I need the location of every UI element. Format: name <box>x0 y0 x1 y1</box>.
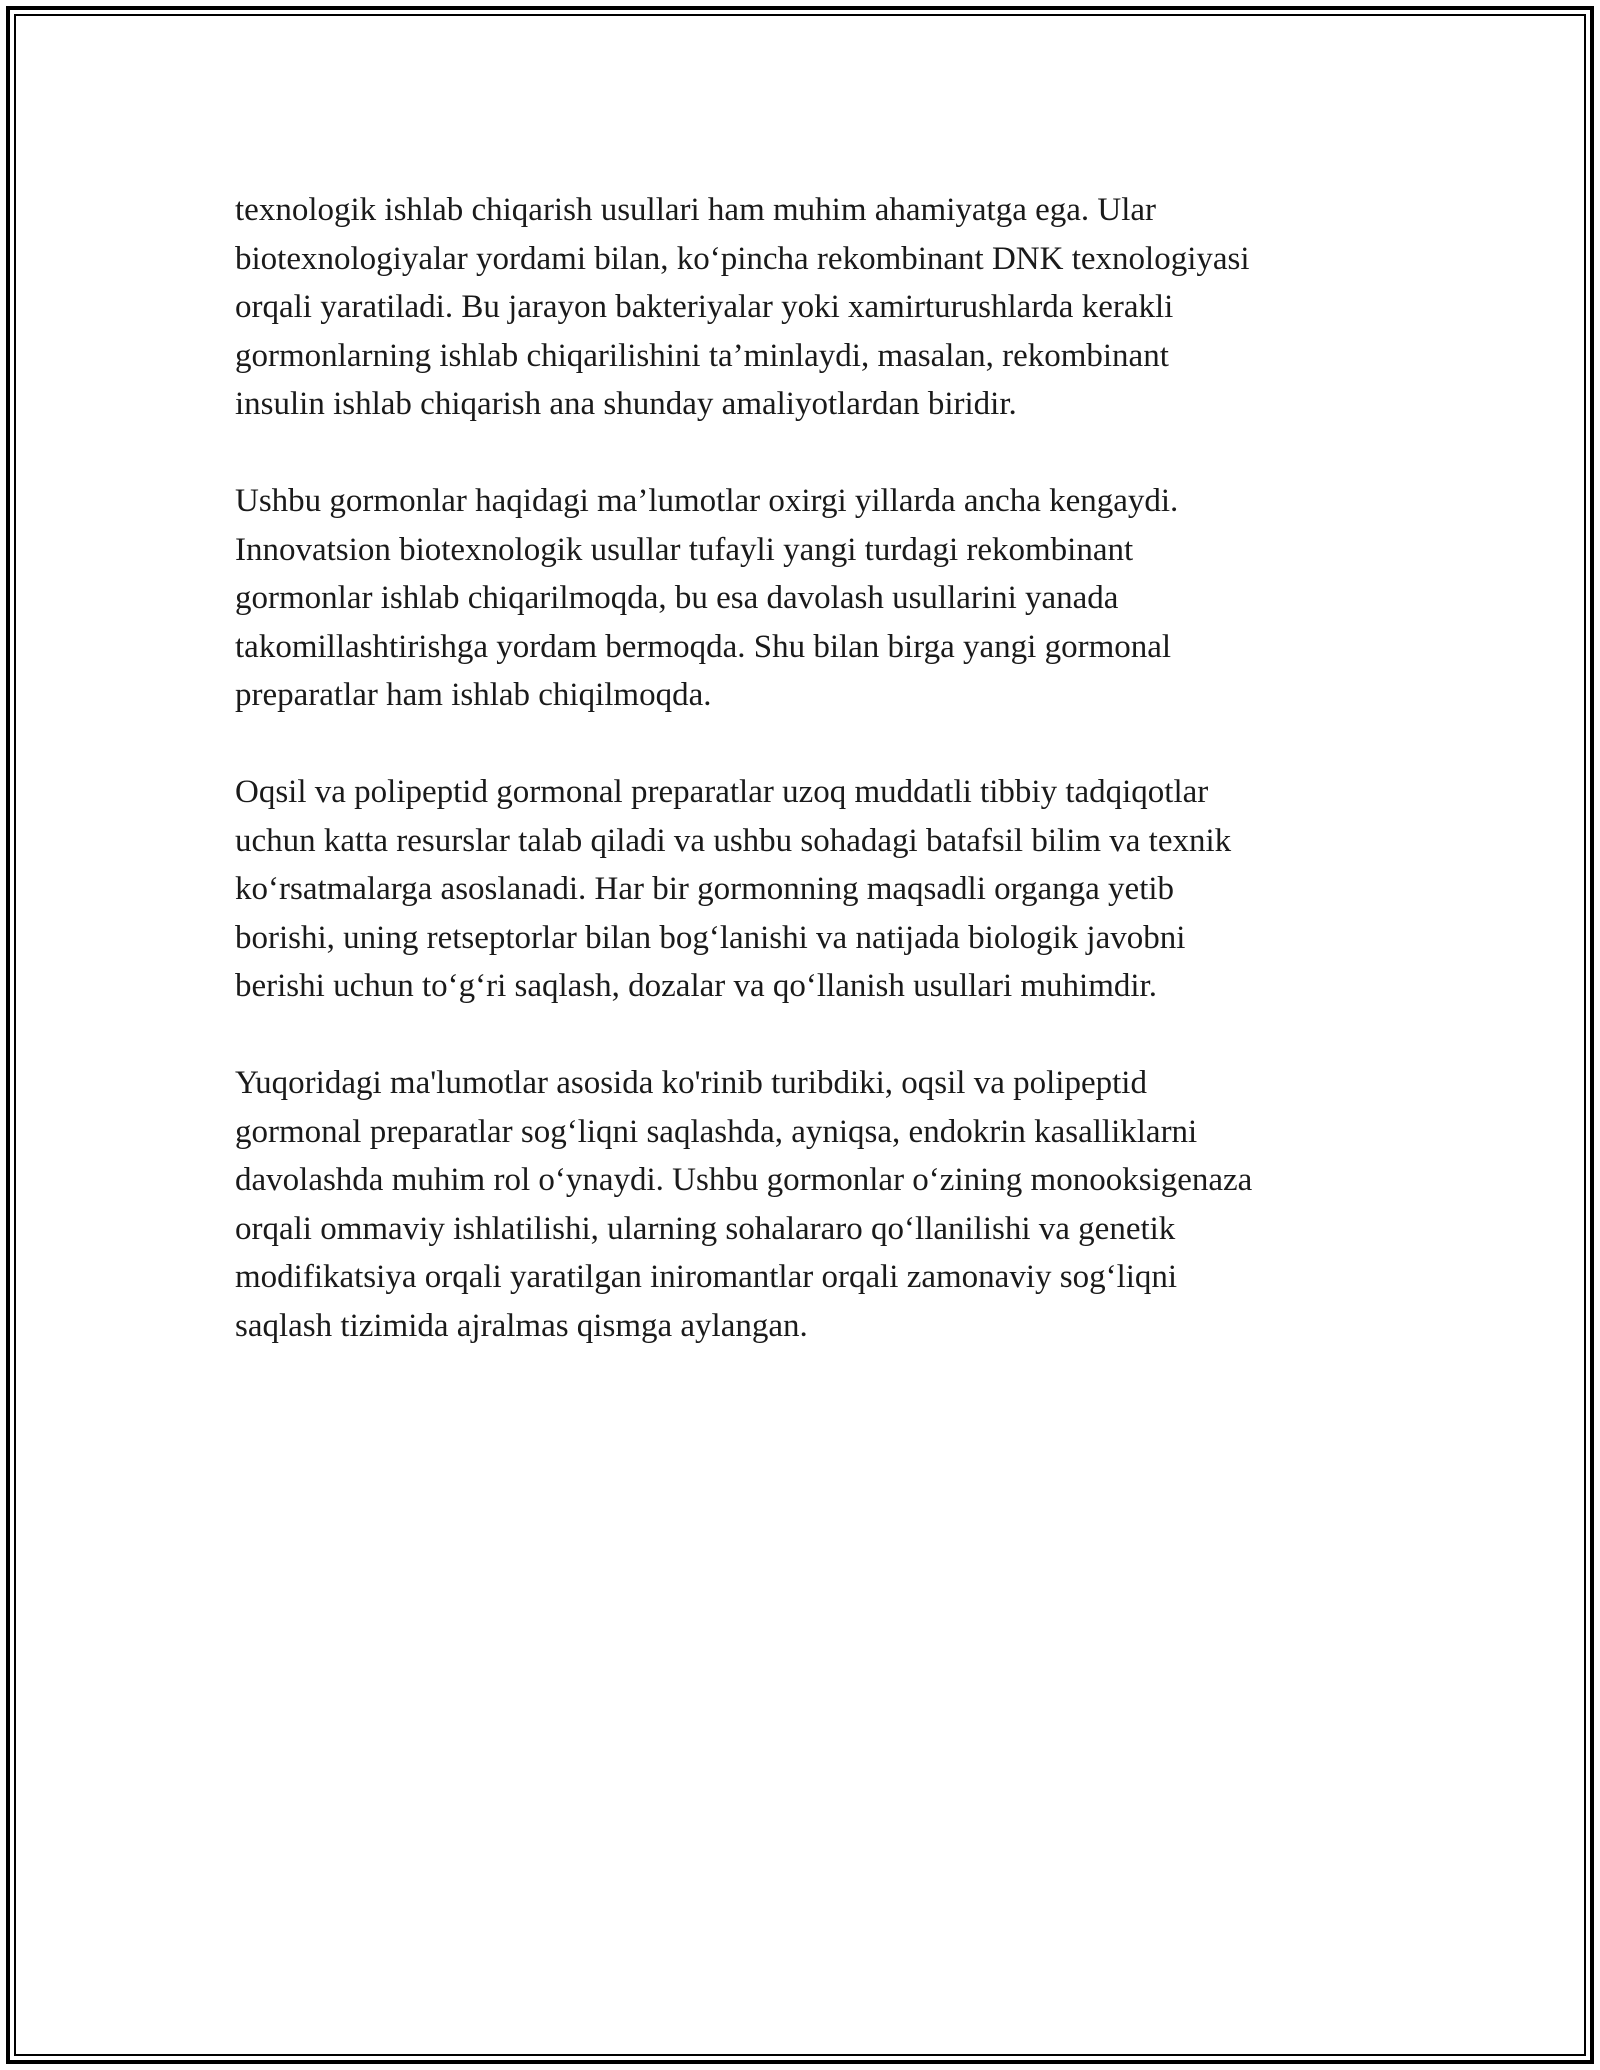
paragraph-line: uchun katta resurslar talab qiladi va ushbu sohadagi batafsil bilim va texnik <box>235 822 1232 859</box>
paragraph-line: Oqsil va polipeptid gormonal preparatlar uzoq muddatli tibbiy tadqiqotlar <box>235 774 1209 810</box>
document-body <box>235 186 1395 1399</box>
paragraph-line: saqlash tizimida ajralmas qismga aylangan. <box>235 1307 808 1344</box>
paragraph-line: preparatlar ham ishlab chiqilmoqda. <box>235 677 712 713</box>
paragraph-1 <box>235 186 1395 429</box>
paragraph-line: orqali ommaviy ishlatilishi, ularning sohalararo qo‘llanilishi va genetik <box>235 1210 1176 1247</box>
paragraph-line: biotexnologiyalar yordami bilan, ko‘pincha rekombinant DNK texnologiyasi <box>235 240 1250 277</box>
paragraph-line: Yuqoridagi ma'lumotlar asosida ko'rinib turibdiki, oqsil va polipeptid <box>235 1065 1147 1101</box>
paragraph-line: gormonlar ishlab chiqarilmoqda, bu esa davolash usullarini yanada <box>235 580 1119 616</box>
paragraph-line: Innovatsion biotexnologik usullar tufayli yangi turdagi rekombinant <box>235 531 1134 568</box>
paragraph-line: Ushbu gormonlar haqidagi ma’lumotlar oxirgi yillarda ancha kengaydi. <box>235 483 1179 519</box>
paragraph-line: orqali yaratiladi. Bu jarayon bakteriyalar yoki xamirturushlarda kerakli <box>235 289 1174 325</box>
paragraph-line: gormonal preparatlar sog‘liqni saqlashda, ayniqsa, endokrin kasalliklarni <box>235 1113 1198 1150</box>
paragraph-line: ko‘rsatmalarga asoslanadi. Har bir gormonning maqsadli organga yetib <box>235 871 1175 907</box>
paragraph-line: gormonlarning ishlab chiqarilishini ta’minlaydi, masalan, rekombinant <box>235 337 1169 374</box>
paragraph-line: takomillashtirishga yordam bermoqda. Shu bilan birga yangi gormonal <box>235 628 1172 665</box>
paragraph-3 <box>235 768 1395 1011</box>
paragraph-2 <box>235 477 1395 720</box>
paragraph-line: davolashda muhim rol o‘ynaydi. Ushbu gormonlar o‘zining monooksigenaza <box>235 1162 1253 1198</box>
paragraph-4 <box>235 1059 1395 1350</box>
paragraph-line: texnologik ishlab chiqarish usullari ham muhim ahamiyatga ega. Ular <box>235 192 1157 228</box>
paragraph-line: insulin ishlab chiqarish ana shunday amaliyotlardan biridir. <box>235 386 1017 422</box>
paragraph-line: modifikatsiya orqali yaratilgan iniromantlar orqali zamonaviy sog‘liqni <box>235 1259 1178 1295</box>
paragraph-line: borishi, uning retseptorlar bilan bog‘lanishi va natijada biologik javobni <box>235 919 1186 956</box>
paragraph-line: berishi uchun to‘g‘ri saqlash, dozalar va qo‘llanish usullari muhimdir. <box>235 968 1157 1004</box>
